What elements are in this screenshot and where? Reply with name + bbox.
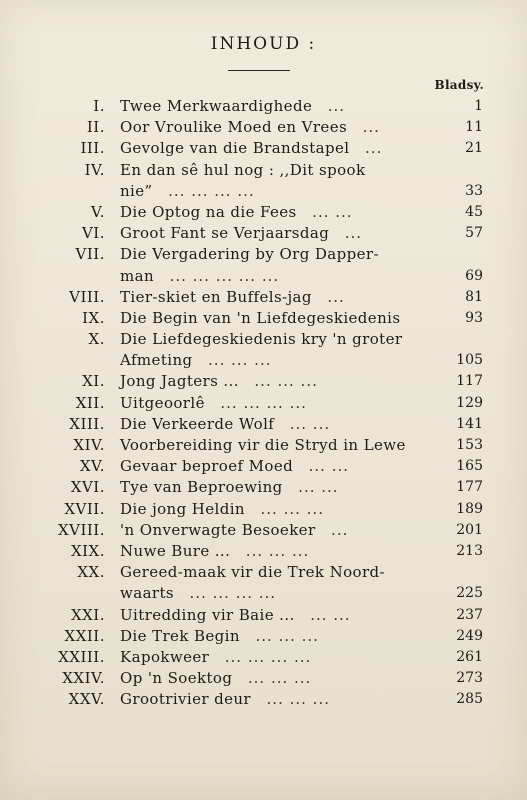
chapter-title xyxy=(120,287,345,308)
toc-line xyxy=(0,456,527,477)
page-number: 177 xyxy=(456,479,483,496)
page-number: 273 xyxy=(456,670,483,687)
leader-dots: ... xyxy=(331,520,349,539)
toc-line xyxy=(0,350,527,371)
page-number: 1 xyxy=(474,98,483,114)
leader-dots: ... xyxy=(344,224,363,243)
page-number: 165 xyxy=(456,458,483,475)
chapter-title xyxy=(120,308,400,329)
toc-line xyxy=(0,689,527,710)
page-number: 225 xyxy=(456,585,483,602)
page-number: 93 xyxy=(465,309,483,326)
leader-dots: ... xyxy=(364,139,383,158)
toc-line xyxy=(0,96,527,117)
page-number: 249 xyxy=(456,627,483,644)
toc-line xyxy=(0,287,527,308)
page-number: 11 xyxy=(465,119,483,136)
leader-dots: ... ... ... xyxy=(254,372,318,391)
chapter-title xyxy=(120,266,279,287)
chapter-number: XX. xyxy=(77,563,105,582)
page-number: 189 xyxy=(456,500,483,517)
chapter-title-text: nie” xyxy=(120,181,153,200)
toc-line xyxy=(0,371,527,392)
page-number: 237 xyxy=(456,606,483,623)
chapter-title-text: Oor Vroulike Moed en Vrees xyxy=(120,118,348,137)
chapter-title xyxy=(120,541,309,562)
page-number: 285 xyxy=(456,691,483,708)
chapter-title xyxy=(120,605,351,626)
chapter-number: XV. xyxy=(79,457,105,476)
page-number: 21 xyxy=(465,140,483,157)
toc-line xyxy=(0,583,527,604)
chapter-number: I. xyxy=(93,97,105,115)
chapter-number: X. xyxy=(88,330,105,349)
chapter-title-text: waarts xyxy=(120,584,175,603)
page-number: 33 xyxy=(465,182,483,199)
toc-line xyxy=(0,223,527,244)
toc-line xyxy=(0,160,527,181)
toc-line xyxy=(0,244,527,265)
toc-line xyxy=(0,181,527,202)
chapter-number: VII. xyxy=(75,245,105,264)
chapter-title xyxy=(120,414,330,435)
chapter-title xyxy=(120,350,271,371)
toc-line xyxy=(0,520,527,541)
leader-dots: ... ... ... xyxy=(255,626,319,645)
chapter-title-text: Op 'n Soektog xyxy=(120,669,233,688)
chapter-number: XIX. xyxy=(70,541,105,560)
chapter-number: XXI. xyxy=(70,605,105,624)
chapter-number: VIII. xyxy=(69,287,105,306)
toc-line xyxy=(0,499,527,520)
leader-dots: ... ... xyxy=(312,202,353,221)
chapter-title xyxy=(120,371,318,392)
chapter-title-text: Gevolge van die Brandstapel xyxy=(120,139,350,158)
toc-line xyxy=(0,668,527,689)
chapter-number: IX. xyxy=(82,308,105,327)
page-number: 57 xyxy=(465,225,483,242)
chapter-title xyxy=(120,181,255,202)
toc-line xyxy=(0,435,527,456)
chapter-title-text: Uitgeoorlê xyxy=(120,393,205,412)
chapter-title-text: Die Verkeerde Wolf xyxy=(120,414,275,433)
toc-line xyxy=(0,308,527,329)
chapter-title xyxy=(120,435,406,456)
leader-dots: ... ... ... ... ... xyxy=(169,266,280,285)
toc-line xyxy=(0,414,527,435)
title-rule xyxy=(228,70,290,71)
chapter-title-text: man xyxy=(120,266,155,285)
leader-dots: ... ... ... ... xyxy=(224,647,312,666)
page-number: 153 xyxy=(456,437,483,453)
chapter-number: XXIV. xyxy=(62,669,105,688)
leader-dots: ... ... ... ... xyxy=(220,393,307,412)
chapter-title xyxy=(120,96,345,117)
chapter-title xyxy=(120,668,311,689)
chapter-title xyxy=(120,626,319,647)
chapter-title xyxy=(120,244,379,265)
toc-line xyxy=(0,266,527,287)
chapter-title xyxy=(120,223,362,244)
chapter-title-text: Gevaar beproef Moed xyxy=(120,457,294,476)
chapter-title xyxy=(120,202,353,223)
page-number: 141 xyxy=(456,415,483,432)
leader-dots: ... ... ... ... xyxy=(168,181,255,200)
leader-dots: ... ... ... ... xyxy=(189,584,277,603)
chapter-title-text: Die Trek Begin xyxy=(120,626,240,645)
page-number: 201 xyxy=(456,521,483,538)
chapter-title xyxy=(120,456,349,477)
leader-dots: ... ... xyxy=(310,605,351,624)
page-number: 117 xyxy=(456,373,483,390)
toc-line xyxy=(0,117,527,138)
chapter-number: XXV. xyxy=(68,690,105,709)
chapter-number: II. xyxy=(86,118,105,137)
chapter-number: XI. xyxy=(82,372,105,391)
chapter-title-text: 'n Onverwagte Besoeker xyxy=(120,520,316,539)
toc-line xyxy=(0,605,527,626)
chapter-title-text: Die jong Heldin xyxy=(120,499,245,518)
chapter-title-text: Grootrivier deur xyxy=(120,690,252,709)
leader-dots: ... xyxy=(362,118,380,137)
chapter-title-text: Jong Jagters ... xyxy=(120,372,239,391)
page-number: 261 xyxy=(456,648,483,665)
leader-dots: ... ... ... xyxy=(266,690,330,709)
page-number: 45 xyxy=(465,203,483,220)
leader-dots: ... ... ... xyxy=(208,351,272,370)
chapter-title-text: Kapokweer xyxy=(120,647,210,666)
chapter-title-text: Uitredding vir Baie ... xyxy=(120,605,295,624)
toc-line xyxy=(0,329,527,350)
chapter-title-text: Groot Fant se Verjaarsdag xyxy=(120,224,330,243)
chapter-number: XXIII. xyxy=(58,647,105,666)
leader-dots: ... ... xyxy=(298,478,339,497)
chapter-title-text: Die Vergadering by Org Dapper- xyxy=(120,245,379,264)
toc-line xyxy=(0,626,527,647)
page-number: 81 xyxy=(465,288,483,305)
leader-dots: ... ... ... xyxy=(245,541,310,560)
chapter-title xyxy=(120,393,307,414)
chapter-title xyxy=(120,647,311,668)
chapter-title xyxy=(120,562,385,583)
leader-dots: ... ... xyxy=(308,457,350,476)
toc-line xyxy=(0,393,527,414)
leader-dots: ... ... xyxy=(289,414,331,433)
page-number: 69 xyxy=(465,267,483,284)
chapter-title xyxy=(120,477,339,498)
toc-line xyxy=(0,202,527,223)
chapter-title xyxy=(120,499,324,520)
page-number: 213 xyxy=(456,542,483,559)
chapter-title xyxy=(120,583,276,604)
chapter-number: IV. xyxy=(84,160,105,179)
chapter-title xyxy=(120,329,402,350)
chapter-number: XII. xyxy=(75,393,105,412)
chapter-number: XVI. xyxy=(70,478,105,497)
chapter-number: XIV. xyxy=(73,436,105,454)
chapter-number: III. xyxy=(80,139,105,158)
chapter-title-text: En dan sê hul nog : ,,Dit spook xyxy=(120,160,366,179)
toc-line xyxy=(0,541,527,562)
toc-line xyxy=(0,477,527,498)
page-number: 129 xyxy=(456,394,483,411)
page-column-label: Bladsy. xyxy=(434,78,484,92)
chapter-title xyxy=(120,689,330,710)
chapter-title-text: Afmeting xyxy=(120,351,193,370)
chapter-title-text: Nuwe Bure ... xyxy=(120,541,231,560)
chapter-title-text: Voorbereiding vir die Stryd in Lewe xyxy=(120,436,406,454)
page-number: 105 xyxy=(456,352,483,369)
chapter-number: XVIII. xyxy=(57,520,105,539)
chapter-title-text: Die Optog na die Fees xyxy=(120,202,297,221)
chapter-number: XXII. xyxy=(64,626,105,645)
chapter-title xyxy=(120,520,348,541)
chapter-title-text: Die Liefdegeskiedenis kry 'n groter xyxy=(120,330,403,349)
chapter-title-text: Tye van Beproewing xyxy=(120,478,283,497)
leader-dots: ... ... ... xyxy=(247,669,312,688)
chapter-title xyxy=(120,138,382,159)
toc-line xyxy=(0,562,527,583)
toc-line xyxy=(0,647,527,668)
chapter-title-text: Tier-skiet en Buffels-jag xyxy=(120,287,312,306)
chapter-title xyxy=(120,160,365,181)
chapter-title-text: Twee Merkwaardighede xyxy=(120,97,313,115)
chapter-title xyxy=(120,117,380,138)
leader-dots: ... xyxy=(327,97,346,115)
chapter-number: XVII. xyxy=(64,499,105,518)
chapter-title-text: Die Begin van 'n Liefdegeskiedenis xyxy=(120,308,401,327)
table-of-contents xyxy=(0,96,527,710)
leader-dots: ... ... ... xyxy=(260,499,324,518)
toc-line xyxy=(0,138,527,159)
chapter-number: V. xyxy=(91,202,105,221)
page-title: INHOUD : xyxy=(210,34,317,54)
chapter-number: XIII. xyxy=(69,414,105,433)
leader-dots: ... xyxy=(327,287,345,306)
chapter-number: VI. xyxy=(81,224,105,243)
chapter-title-text: Gereed-maak vir die Trek Noord- xyxy=(120,563,386,582)
